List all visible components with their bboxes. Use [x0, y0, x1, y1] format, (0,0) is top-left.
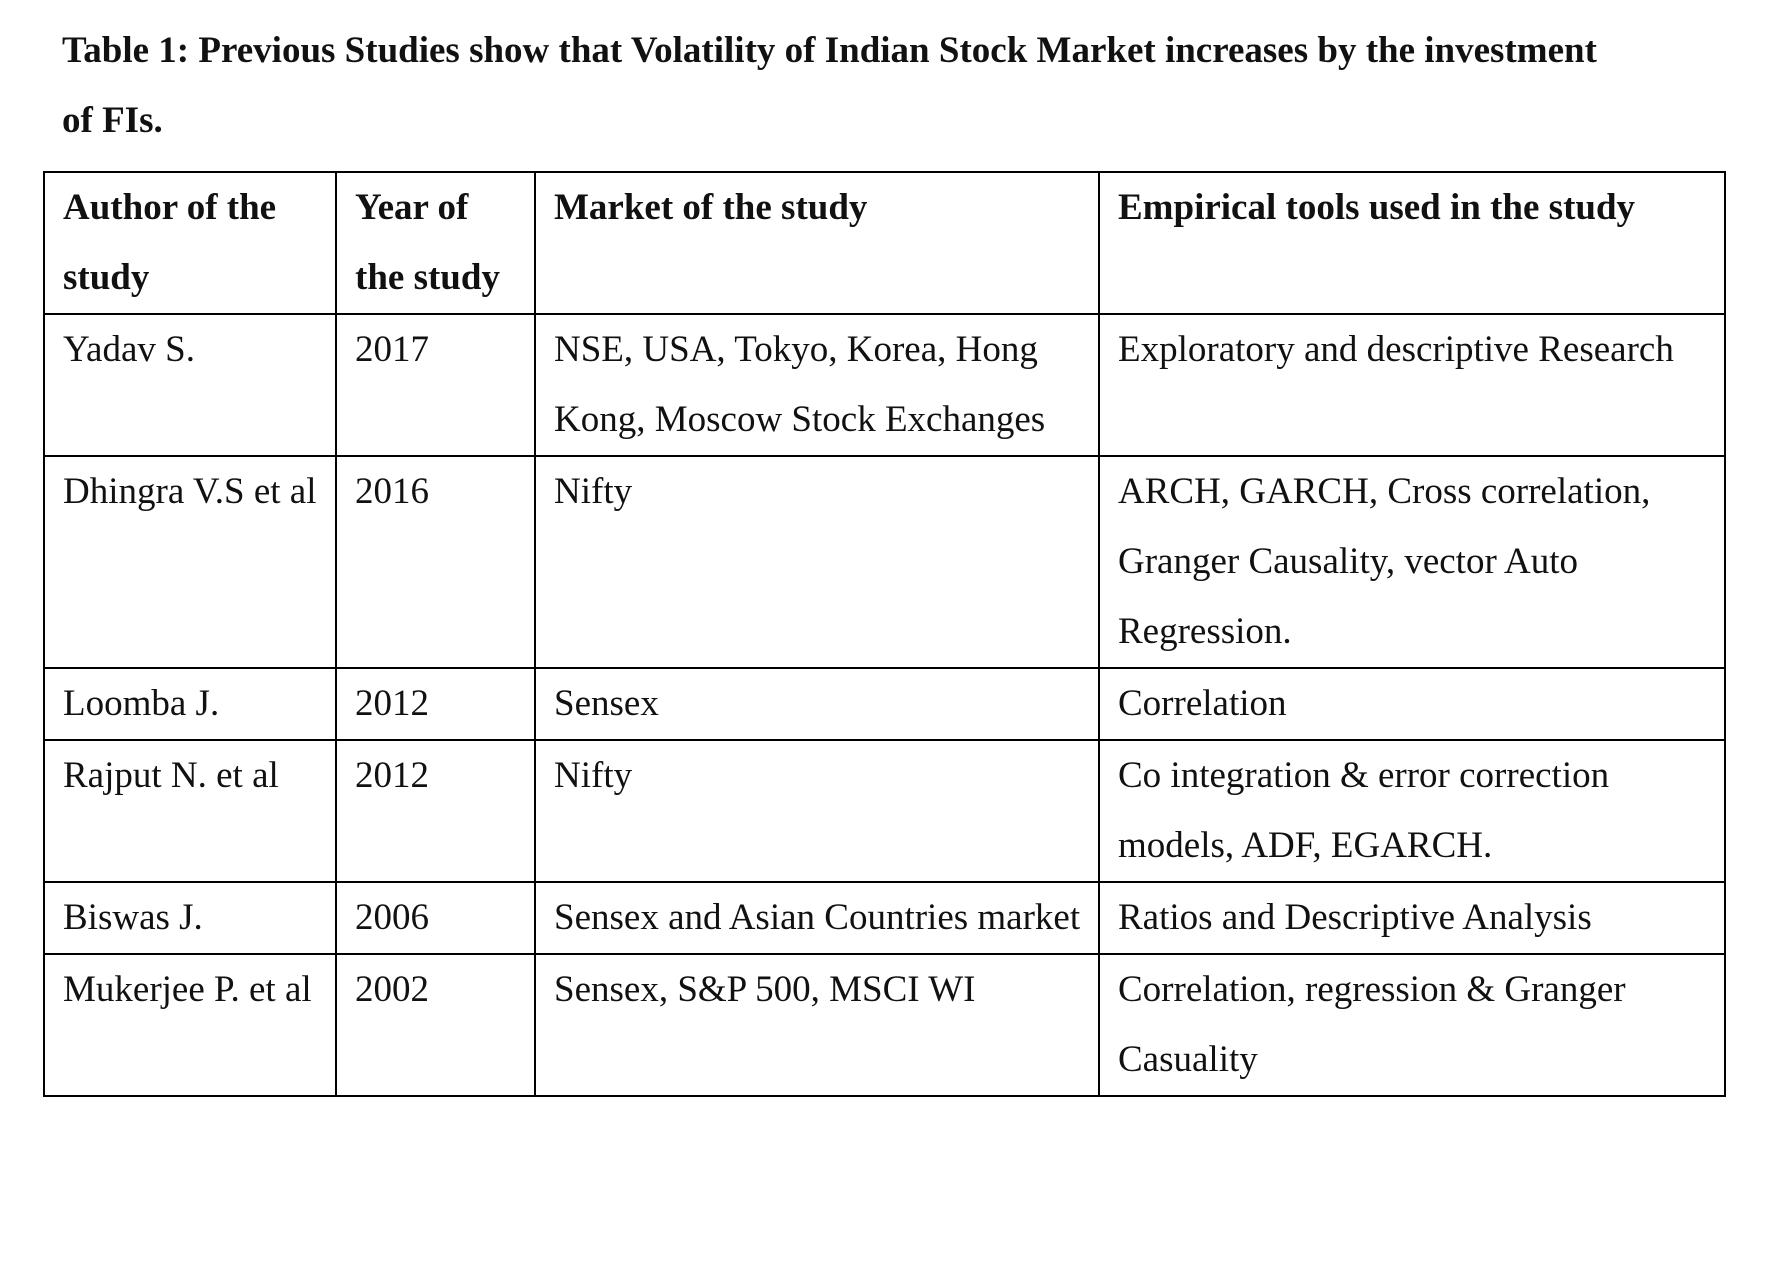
cell-author: Yadav S. [44, 314, 336, 456]
cell-market: Sensex, S&P 500, MSCI WI [535, 954, 1099, 1096]
cell-author: Rajput N. et al [44, 740, 336, 882]
cell-tools: Co integration & error correction models, ADF, EGARCH. [1099, 740, 1725, 882]
cell-tools: Correlation, regression & Granger Casuality [1099, 954, 1725, 1096]
table-row [44, 668, 1725, 740]
header-tools: Empirical tools used in the study [1099, 172, 1725, 314]
cell-author: Mukerjee P. et al [44, 954, 336, 1096]
cell-tools: Exploratory and descriptive Research [1099, 314, 1725, 456]
cell-market: Sensex [535, 668, 1099, 740]
cell-author: Loomba J. [44, 668, 336, 740]
cell-market: Nifty [535, 456, 1099, 668]
header-author: Author of the study [44, 172, 336, 314]
cell-tools: ARCH, GARCH, Cross correlation, Granger Causality, vector Auto Regression. [1099, 456, 1725, 668]
table-row [44, 882, 1725, 954]
header-row [44, 172, 1725, 314]
studies-table [43, 171, 1726, 1097]
cell-year: 2017 [336, 314, 535, 456]
cell-tools: Ratios and Descriptive Analysis [1099, 882, 1725, 954]
cell-year: 2012 [336, 740, 535, 882]
cell-year: 2006 [336, 882, 535, 954]
cell-market: Nifty [535, 740, 1099, 882]
cell-year: 2002 [336, 954, 535, 1096]
header-market: Market of the study [535, 172, 1099, 314]
cell-year: 2016 [336, 456, 535, 668]
table-row [44, 314, 1725, 456]
table-caption: Table 1: Previous Studies show that Volatility of Indian Stock Market increases by the investment of FIs. [62, 30, 1597, 141]
cell-year: 2012 [336, 668, 535, 740]
cell-author: Dhingra V.S et al [44, 456, 336, 668]
cell-tools: Correlation [1099, 668, 1725, 740]
header-year: Year of the study [336, 172, 535, 314]
table-row [44, 954, 1725, 1096]
cell-market: Sensex and Asian Countries market [535, 882, 1099, 954]
table-row [44, 456, 1725, 668]
cell-market: NSE, USA, Tokyo, Korea, Hong Kong, Moscow Stock Exchanges [535, 314, 1099, 456]
table-row [44, 740, 1725, 882]
cell-author: Biswas J. [44, 882, 336, 954]
